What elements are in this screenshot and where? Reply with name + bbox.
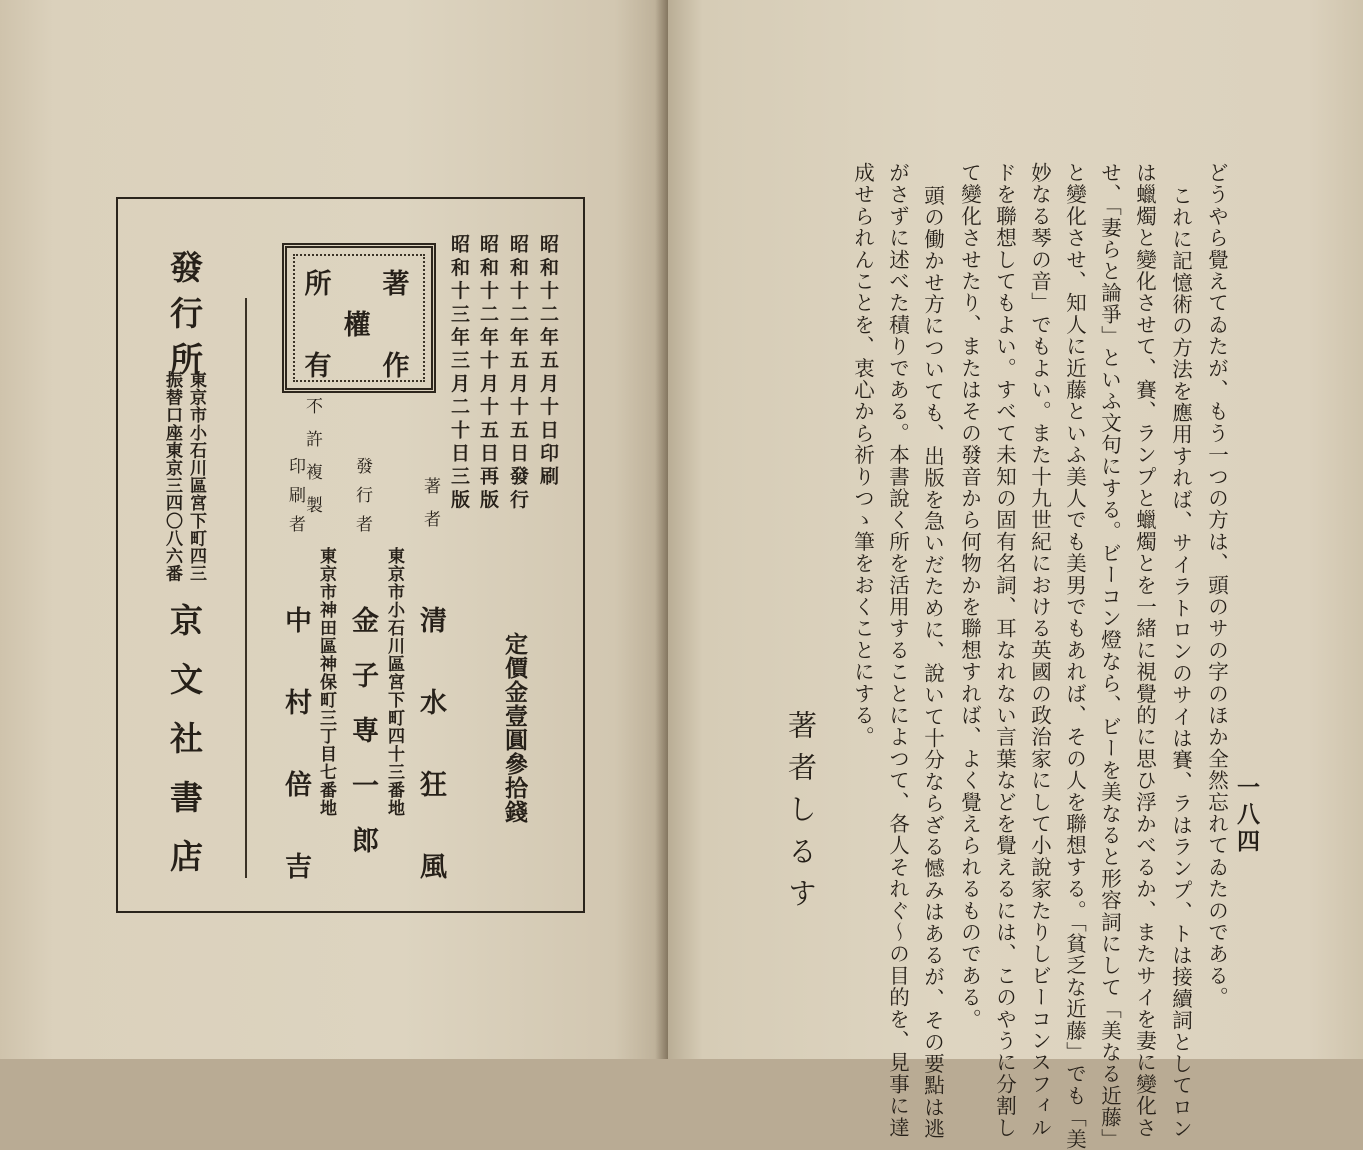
author-signature: 著者しるす <box>784 710 818 920</box>
seal-char-5: 所 <box>304 269 332 300</box>
publisher-address: 東京市小石川區宮下町四十三番地 <box>384 547 404 817</box>
left-page-colophon <box>0 0 668 1059</box>
printer-name: 中村倍吉 <box>280 606 311 934</box>
publisher-name: 金子専一郎 <box>347 606 378 881</box>
right-page-text <box>668 0 1363 1150</box>
author-name: 清水狂風 <box>415 606 446 934</box>
printer-address: 東京市神田區神保町三丁目七番地 <box>316 547 336 817</box>
printer-role: 印刷者 <box>285 457 305 544</box>
text-line-8: て變化させたり、またはその發音から何物かを聯想すれば、よく覺えられるものである。 <box>957 162 982 1030</box>
copyright-seal <box>282 243 436 393</box>
print-date-1: 昭和十二年五月十日印刷 <box>537 234 559 490</box>
text-line-2: これに記憶術の方法を應用すれば、サイラトロンのサイは賽、ラはランプ、トは接續詞としてロン <box>1168 185 1193 1140</box>
seal-char-2: 作 <box>382 351 410 382</box>
publisher-house-name: 京文社書店 <box>165 603 204 898</box>
text-line-10: がさずに述べた積りである。本書說く所を活用することによつて、各人それぐ〜の目的を、見事に達 <box>885 162 910 1139</box>
text-line-1: どうやら覺えてゐたが、もう一つの方は、頭のサの字のほか全然忘れてゐたのである。 <box>1204 162 1229 1009</box>
publisher-house-label: 發行所 <box>165 250 204 388</box>
text-line-6: 妙なる琴の音」でもよい。また十九世紀における英國の政治家にして小說家たりしビーコンスフィル <box>1027 162 1052 1139</box>
text-line-9: 頭の働かせ方についても、出版を急いだために、說いて十分ならざる憾みはあるが、その要點は逃 <box>920 185 945 1140</box>
text-line-11: 成せられんことを、衷心から祈りつゝ筆をおくことにする。 <box>850 162 875 748</box>
divider-line <box>245 298 247 878</box>
publisher-house-address: 東京市小石川區宮下町四三 <box>186 371 206 583</box>
price: 定價金壹圓參拾錢 <box>501 632 528 824</box>
text-line-5: と變化させ、知人に近藤といふ美人でも美男でもあれば、その人を聯想する。「貧乏な近藤」でも「美 <box>1062 162 1087 1150</box>
no-reproduction-notice: 不許複製 <box>302 397 322 529</box>
seal-char-3: 權 <box>343 310 371 341</box>
text-line-7: ドを聯想してもよい。すべて未知の固有名詞、耳なれない言葉などを覺えるには、このやうに分割し <box>992 162 1017 1139</box>
page-number: 一八四 <box>1233 775 1260 856</box>
publisher-house-account: 振替口座東京三四〇八六番 <box>162 371 182 583</box>
print-date-4: 昭和十三年三月二十日三版 <box>448 234 470 513</box>
author-role: 著者 <box>420 477 440 543</box>
publisher-role: 發行者 <box>352 457 372 544</box>
print-date-3: 昭和十二年十月十五日再版 <box>477 234 499 513</box>
text-line-3: は蠟燭と變化させて、賽、ランプと蠟燭とを一緒に視覺的に思ひ浮かべるか、またサイを妻に變化さ <box>1132 162 1157 1139</box>
print-date-2: 昭和十二年五月十五日發行 <box>507 234 529 513</box>
seal-char-4: 有 <box>304 351 332 382</box>
seal-char-1: 著 <box>382 269 410 300</box>
text-line-4: せ、「妻らと論爭」といふ文句にする。ビーコン燈なら、ビーを美なると形容詞にして「美なる近藤」 <box>1097 162 1122 1150</box>
